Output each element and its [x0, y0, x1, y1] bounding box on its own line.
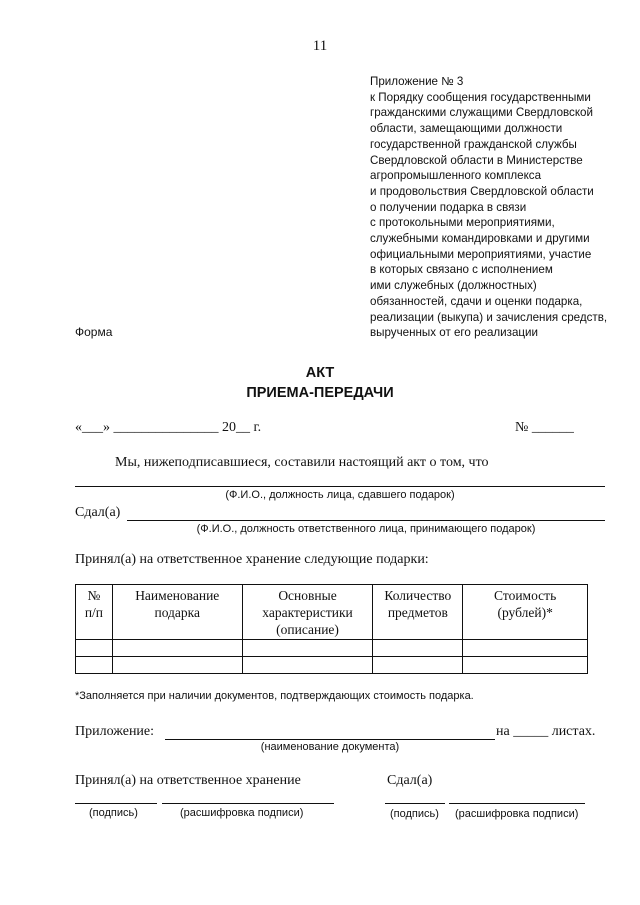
table-row — [76, 640, 588, 657]
form-label: Форма — [75, 325, 113, 339]
right-decode-caption: (расшифровка подписи) — [455, 808, 579, 820]
sign-left-title: Принял(а) на ответственное хранение — [75, 773, 301, 788]
appendix-line: обязанностей, сдачи и оценки подарка, — [370, 294, 583, 308]
attachment-pages: на _____ листах. — [496, 724, 596, 739]
table-cell[interactable] — [76, 657, 113, 674]
left-decode-caption: (расшифровка подписи) — [180, 807, 304, 819]
table-cell[interactable] — [463, 640, 588, 657]
table-row — [76, 657, 588, 674]
receiver-name-line[interactable] — [127, 520, 605, 521]
left-signature-caption: (подпись) — [89, 807, 138, 819]
document-subtitle: ПРИЕМА-ПЕРЕДАЧИ — [246, 385, 394, 401]
table-cell[interactable] — [112, 640, 242, 657]
gifts-table — [75, 584, 588, 674]
sign-right-title: Сдал(а) — [387, 773, 433, 788]
accepted-text: Принял(а) на ответственное хранение следующие подарки: — [75, 552, 429, 567]
date-field[interactable]: «___» _______________ 20__ г. — [75, 420, 262, 435]
appendix-line: о получении подарка в связи — [370, 200, 527, 214]
attachment-hint: (наименование документа) — [260, 741, 400, 753]
appendix-line: Свердловской области в Министерстве — [370, 153, 583, 167]
appendix-line: реализации (выкупа) и зачисления средств, — [370, 310, 608, 324]
table-cell[interactable] — [242, 657, 373, 674]
page-number: 11 — [312, 38, 328, 54]
left-signature-line[interactable] — [75, 803, 157, 804]
footnote: *Заполняется при наличии документов, подтверждающих стоимость подарка. — [75, 690, 474, 702]
giver-hint: (Ф.И.О., должность лица, сдавшего подарок) — [225, 489, 455, 501]
appendix-line: агропромышленного комплекса — [370, 169, 542, 183]
document-title: АКТ — [305, 365, 335, 381]
appendix-reference — [370, 74, 620, 341]
table-header-row — [76, 585, 588, 640]
attachment-label: Приложение: — [75, 724, 155, 739]
header-cost: Стоимость (рублей)* — [463, 585, 588, 640]
giver-name-line[interactable] — [75, 486, 605, 487]
header-number: № п/п — [76, 585, 113, 640]
intro-text: Мы, нижеподписавшиеся, составили настоящий акт о том, что — [115, 455, 489, 470]
appendix-line: к Порядку сообщения государственными — [370, 90, 591, 104]
appendix-line: вырученных от его реализации — [370, 326, 539, 340]
appendix-line: Приложение № 3 — [370, 75, 464, 88]
appendix-line: и продовольствия Свердловской области — [370, 184, 594, 198]
act-number-field[interactable]: № ______ — [515, 420, 574, 435]
header-quantity: Количество предметов — [373, 585, 463, 640]
table-cell[interactable] — [112, 657, 242, 674]
appendix-line: с протокольными мероприятиями, — [370, 216, 555, 230]
table-cell[interactable] — [463, 657, 588, 674]
right-signature-caption: (подпись) — [390, 808, 439, 820]
appendix-line: государственной гражданской службы — [370, 137, 577, 151]
appendix-line: официальными мероприятиями, участие — [370, 247, 592, 261]
header-characteristics: Основные характеристики (описание) — [242, 585, 373, 640]
appendix-line: гражданскими служащими Свердловской — [370, 106, 593, 120]
handed-label: Сдал(а) — [75, 505, 121, 520]
appendix-line: в которых связано с исполнением — [370, 263, 553, 277]
appendix-line: служебными командировками и другими — [370, 232, 590, 246]
table-cell[interactable] — [373, 640, 463, 657]
receiver-hint: (Ф.И.О., должность ответственного лица, принимающего подарок) — [196, 523, 536, 535]
table-cell[interactable] — [373, 657, 463, 674]
right-signature-line[interactable] — [385, 803, 445, 804]
right-decode-line[interactable] — [449, 803, 585, 804]
table-cell[interactable] — [76, 640, 113, 657]
appendix-line: ими служебных (должностных) — [370, 279, 537, 293]
table-cell[interactable] — [242, 640, 373, 657]
header-gift-name: Наименование подарка — [112, 585, 242, 640]
appendix-line: области, замещающими должности — [370, 122, 563, 136]
attachment-line[interactable] — [165, 739, 495, 740]
left-decode-line[interactable] — [162, 803, 334, 804]
